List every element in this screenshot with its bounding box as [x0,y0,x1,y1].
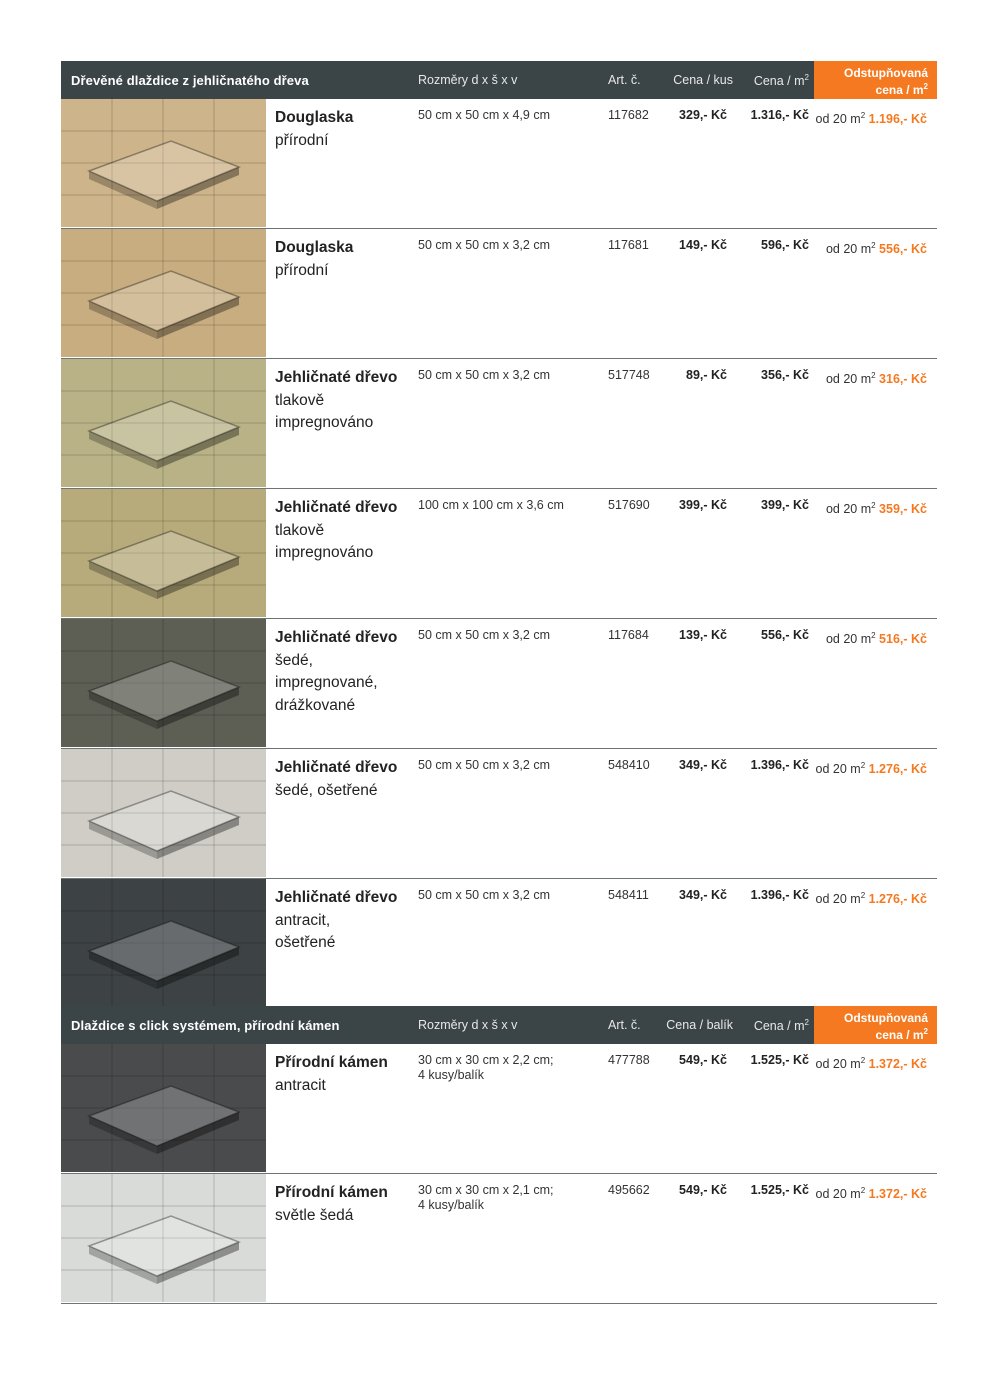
product-variant: světle šedá [275,1206,354,1224]
product-name [275,887,397,955]
product-image [61,619,266,747]
price-per-m2: 1.525,- Kč [750,1183,809,1197]
product-variant: tlakově impregnováno [275,521,374,561]
tier-prefix: od 20 m [815,762,861,777]
product-image [61,1044,266,1172]
product-title: Jehličnaté dřevo [275,759,398,776]
product-name [275,1052,388,1097]
article-number: 117684 [608,628,649,642]
tiered-price: od 20 $m^2$ 1.276,- Kč [815,761,927,777]
tier-prefix: od 20 m [815,1057,861,1072]
product-name [275,107,353,152]
product-name [275,497,397,565]
product-image [61,879,266,1007]
tier-prefix: od 20 m [815,1187,861,1202]
column-price-unit: Cena / kus [673,73,733,87]
price-per-m2: 356,- Kč [761,368,809,382]
column-tiered-price: Odstupňovaná cena / $m^2$ [814,1006,937,1044]
product-dimensions: 50 cm x 50 cm x 3,2 cm [418,758,550,772]
column-price-unit: Cena / balík [666,1018,733,1032]
tier-prefix: od 20 m [825,372,872,387]
product-image [61,229,266,357]
product-rows [61,99,937,1009]
product-dimensions: 50 cm x 50 cm x 3,2 cm [418,368,550,382]
price-per-m2: 1.396,- Kč [750,758,809,772]
section-stone-tiles [61,1006,937,1304]
column-article: Art. č. [608,1018,641,1032]
column-dimensions: Rozměry d x š x v [418,73,518,87]
product-title: Jehličnaté dřevo [275,889,398,906]
tier-price: 1.372,- Kč [868,1187,927,1202]
column-price-m2: Cena / $m^2$ [753,73,809,89]
product-title: Jehličnaté dřevo [275,629,398,646]
unit-price: 549,- Kč [679,1183,727,1197]
column-article: Art. č. [608,73,641,87]
price-per-m2: 596,- Kč [761,238,809,252]
product-row [61,1044,937,1174]
article-number: 495662 [608,1183,650,1197]
product-image [61,359,266,487]
tier-price: 1.276,- Kč [868,892,927,907]
tiered-price: od 20 $m^2$ 1.372,- Kč [815,1056,927,1072]
product-variant: přírodní [275,261,329,279]
tier-price: 556,- Kč [879,242,927,257]
price-per-m2: 556,- Kč [761,628,809,642]
tiered-price: od 20 $m^2$ 556,- Kč [825,241,927,257]
product-image [61,749,266,877]
tiered-price: od 20 $m^2$ 316,- Kč [825,371,927,387]
product-title: Přírodní kámen [275,1184,388,1201]
article-number: 117682 [608,108,649,122]
product-row [61,879,937,1009]
product-row [61,229,937,359]
product-rows [61,1044,937,1304]
product-name [275,627,397,717]
product-row [61,619,937,749]
product-image [61,489,266,617]
product-dimensions: 50 cm x 50 cm x 3,2 cm [418,238,550,252]
column-price-m2: Cena / $m^2$ [753,1018,809,1034]
price-per-m2: 399,- Kč [761,498,809,512]
unit-price: 139,- Kč [679,628,727,642]
section-wood-tiles [61,61,937,1009]
column-dimensions: Rozměry d x š x v [418,1018,518,1032]
tiered-price: od 20 $m^2$ 1.372,- Kč [815,1186,927,1202]
unit-price: 399,- Kč [679,498,727,512]
tiered-price: od 20 $m^2$ 1.196,- Kč [815,111,927,127]
tiered-price: od 20 $m^2$ 516,- Kč [825,631,927,647]
tier-price: 316,- Kč [879,372,927,387]
unit-price: 349,- Kč [679,888,727,902]
product-variant: tlakově impregnováno [275,391,374,431]
product-row [61,99,937,229]
article-number: 548411 [608,888,649,902]
product-name [275,1182,388,1227]
article-number: 548410 [608,758,650,772]
column-tiered-price: Odstupňovaná cena / $m^2$ [814,61,937,99]
article-number: 517748 [608,368,650,382]
product-variant: šedé, impregnované, drážkované [275,651,378,714]
product-dimensions: 50 cm x 50 cm x 3,2 cm [418,628,550,642]
product-title: Douglaska [275,239,354,256]
price-per-m2: 1.525,- Kč [750,1053,809,1067]
tier-prefix: od 20 m [815,892,861,907]
article-number: 117681 [608,238,649,252]
tier-price: 1.372,- Kč [868,1057,927,1072]
product-variant: antracit, ošetřené [275,911,336,951]
unit-price: 349,- Kč [679,758,727,772]
unit-price: 149,- Kč [679,238,727,252]
tier-prefix: od 20 m [825,242,872,257]
product-image [61,99,266,227]
product-dimensions: 50 cm x 50 cm x 3,2 cm [418,888,550,902]
tier-prefix: od 20 m [825,632,872,647]
unit-price: 549,- Kč [679,1053,727,1067]
product-row [61,359,937,489]
section-header [61,61,937,99]
tier-prefix: od 20 m [825,502,872,517]
product-name [275,367,397,435]
product-variant: antracit [275,1076,326,1094]
product-title: Douglaska [275,109,354,126]
product-row [61,1174,937,1304]
product-name [275,237,353,282]
unit-price: 89,- Kč [686,368,727,382]
product-dimensions: 30 cm x 30 cm x 2,2 cm; 4 kusy/balík [418,1053,554,1082]
tier-price: 516,- Kč [879,632,927,647]
section-header [61,1006,937,1044]
tier-price: 359,- Kč [879,502,927,517]
product-title: Jehličnaté dřevo [275,499,398,516]
product-dimensions: 50 cm x 50 cm x 4,9 cm [418,108,550,122]
article-number: 517690 [608,498,650,512]
tier-prefix: od 20 m [815,112,861,127]
product-image [61,1174,266,1302]
product-row [61,489,937,619]
price-per-m2: 1.396,- Kč [750,888,809,902]
product-dimensions: 30 cm x 30 cm x 2,1 cm; 4 kusy/balík [418,1183,554,1212]
product-variant: přírodní [275,131,329,149]
product-title: Přírodní kámen [275,1054,388,1071]
tiered-price: od 20 $m^2$ 1.276,- Kč [815,891,927,907]
unit-price: 329,- Kč [679,108,727,122]
product-row [61,749,937,879]
tier-price: 1.196,- Kč [868,112,927,127]
section-title: Dřevěné dlaždice z jehličnatého dřeva [71,73,309,88]
tier-price: 1.276,- Kč [868,762,927,777]
section-title: Dlaždice s click systémem, přírodní kámen [71,1018,340,1033]
product-title: Jehličnaté dřevo [275,369,398,386]
article-number: 477788 [608,1053,650,1067]
product-dimensions: 100 cm x 100 cm x 3,6 cm [418,498,564,512]
product-name [275,757,397,802]
price-per-m2: 1.316,- Kč [750,108,809,122]
product-variant: šedé, ošetřené [275,781,378,799]
tiered-price: od 20 $m^2$ 359,- Kč [825,501,927,517]
